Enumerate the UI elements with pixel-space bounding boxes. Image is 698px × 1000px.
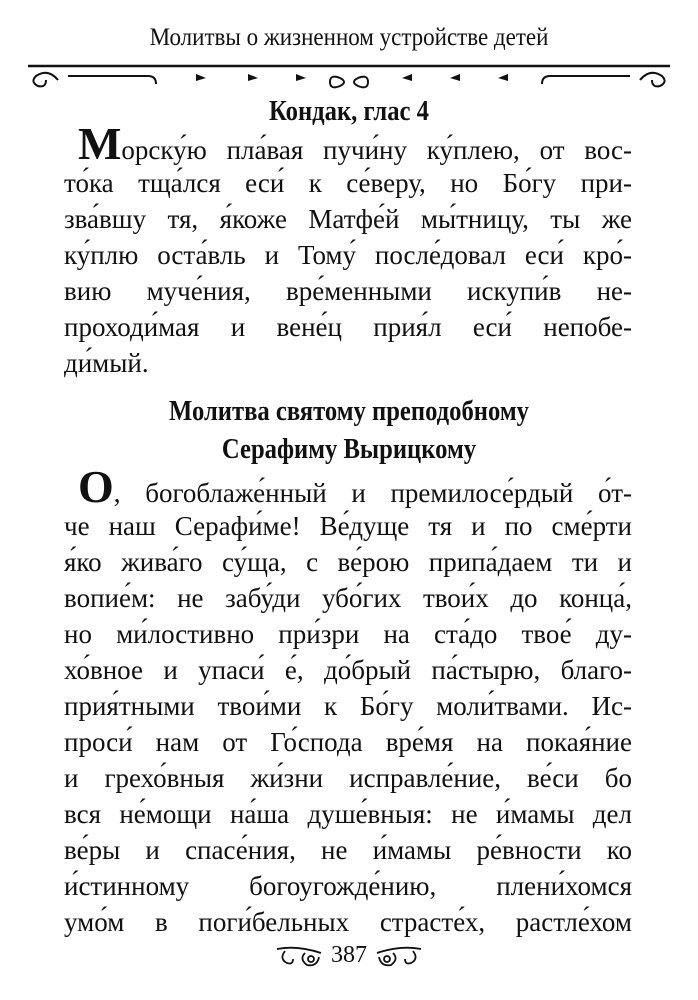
text-line: и грехо́вныя жи́зни исправле́ние, ве́си бо — [64, 763, 632, 793]
text-line: то́ка тща́лся еси́ к се́веру, но Бо́гу при- — [64, 168, 632, 198]
running-head: Молитвы о жизненном устройстве детей — [149, 24, 549, 51]
text-line: но ми́лостивно при́зри на ста́до твое́ ду- — [64, 619, 632, 649]
section-title-kondak: Кондак, глас 4 — [269, 96, 429, 127]
text-line: , богоблаже́нный и премилосе́рдый о́т- — [113, 478, 632, 508]
text-line: вию муче́ния, вре́менными искупи́в не- — [64, 276, 632, 306]
drop-cap: М — [78, 118, 122, 169]
text-line: зва́вшу тя, я́коже Матфе́й мы́тницу, ты же — [64, 204, 632, 234]
text-line: ве́ры и спасе́ния, не и́мамы ре́вности ко — [64, 835, 632, 865]
text-line: я́ко жива́го су́ща, с ве́рою припа́даем ти и — [64, 547, 632, 577]
text-line: вопие́м: не забу́ди убо́гих твои́х до конца́, — [64, 583, 632, 613]
kondak-text — [64, 118, 632, 381]
text-line: вся не́мощи на́ша душе́вныя: не и́мамы дел — [64, 799, 632, 829]
header-ornament-divider — [28, 60, 670, 92]
left-flourish-icon — [275, 943, 325, 969]
text-line: проходи́мая и вене́ц прия́л еси́ непобе- — [64, 312, 632, 342]
page-footer — [0, 942, 698, 969]
text-line: умо́м в поги́бельных страсте́х, растле́хом — [64, 907, 632, 937]
drop-cap: О — [78, 461, 114, 512]
page-number: 387 — [331, 942, 367, 968]
text-line: ку́плю оста́вль и Тому́ после́довал еси́ кро́- — [64, 240, 632, 270]
text-line: прия́тными твои́ми к Бо́гу моли́твами. Ис- — [64, 691, 632, 721]
text-line: орску́ю пла́вая пучи́ну ку́плею, от вос- — [121, 135, 632, 165]
text-line: проси́ нам от Го́спода вре́мя на покая́ние — [64, 727, 632, 757]
right-flourish-icon — [373, 943, 423, 969]
text-line: хо́вное и упаси́ е́, до́брый па́стырю, благо- — [64, 655, 632, 685]
section-title-prayer-line1: Молитва святому преподобному — [169, 396, 529, 427]
section-title-prayer-line2: Серафиму Вырицкому — [221, 434, 477, 465]
text-line: и́стинному богоугожде́нию, плени́хомся — [64, 871, 632, 901]
prayer-text — [64, 461, 632, 940]
text-line: че наш Серафи́ме! Ве́дуще тя и по сме́рти — [64, 511, 632, 541]
text-line: ди́мый. — [64, 348, 149, 378]
